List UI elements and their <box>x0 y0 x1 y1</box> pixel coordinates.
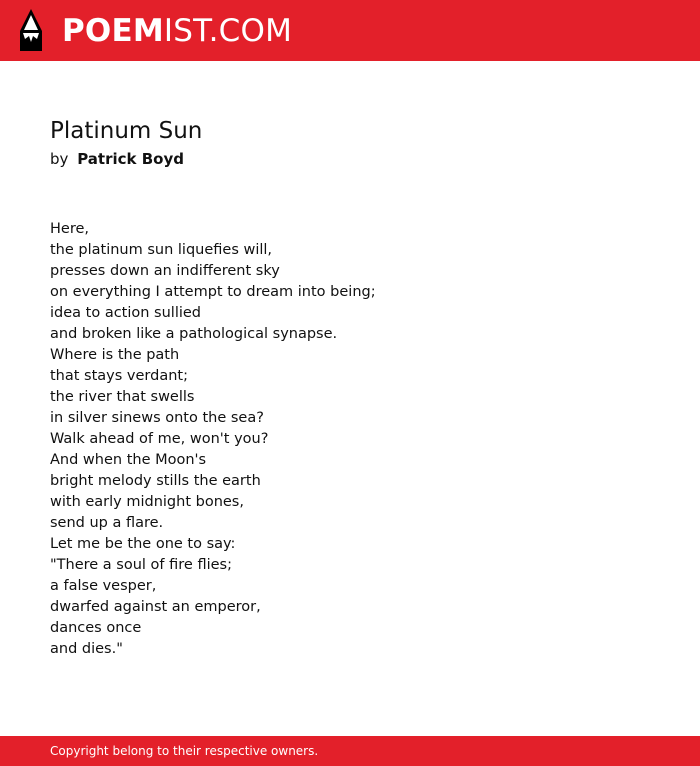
poem-line: the river that swells <box>50 389 195 405</box>
poem-line: "There a soul of fire flies; <box>50 557 232 573</box>
poem-line: Let me be the one to say: <box>50 536 236 552</box>
poem-line: Here, <box>50 221 89 237</box>
poem-heading <box>50 116 650 170</box>
poem-line: send up a flare. <box>50 515 164 531</box>
poem-line: presses down an indifferent sky <box>50 263 280 279</box>
logo-light-text: IST.COM <box>163 13 293 49</box>
poem-line: dwarfed against an emperor, <box>50 599 261 615</box>
copyright-text: Copyright belong to their respective owners. <box>50 744 319 758</box>
site-footer <box>0 736 700 766</box>
poem-line: Where is the path <box>50 347 180 363</box>
poem-line: dances once <box>50 620 142 636</box>
site-logo[interactable] <box>62 12 292 50</box>
poem-line: And when the Moon's <box>50 452 207 468</box>
logo-bold-text: POEM <box>62 13 164 49</box>
by-label: by <box>50 150 69 168</box>
poem-line: bright melody stills the earth <box>50 473 261 489</box>
poem-line: the platinum sun liquefies will, <box>50 242 273 258</box>
poem-line: idea to action sullied <box>50 305 202 321</box>
poem-line: Walk ahead of me, won't you? <box>50 431 269 447</box>
poem-line: in silver sinews onto the sea? <box>50 410 264 426</box>
author-name: Patrick Boyd <box>77 150 184 168</box>
poem-line: with early midnight bones, <box>50 494 244 510</box>
poem-title: Platinum Sun <box>50 118 203 144</box>
poem-line: and dies." <box>50 641 123 657</box>
poem-line: a false vesper, <box>50 578 157 594</box>
site-header <box>0 0 700 61</box>
poem-line: and broken like a pathological synapse. <box>50 326 338 342</box>
poem-body <box>50 219 670 660</box>
pen-nib-icon[interactable] <box>18 9 44 51</box>
poem-line: on everything I attempt to dream into being; <box>50 284 376 300</box>
poem-line: that stays verdant; <box>50 368 188 384</box>
byline <box>50 148 650 170</box>
